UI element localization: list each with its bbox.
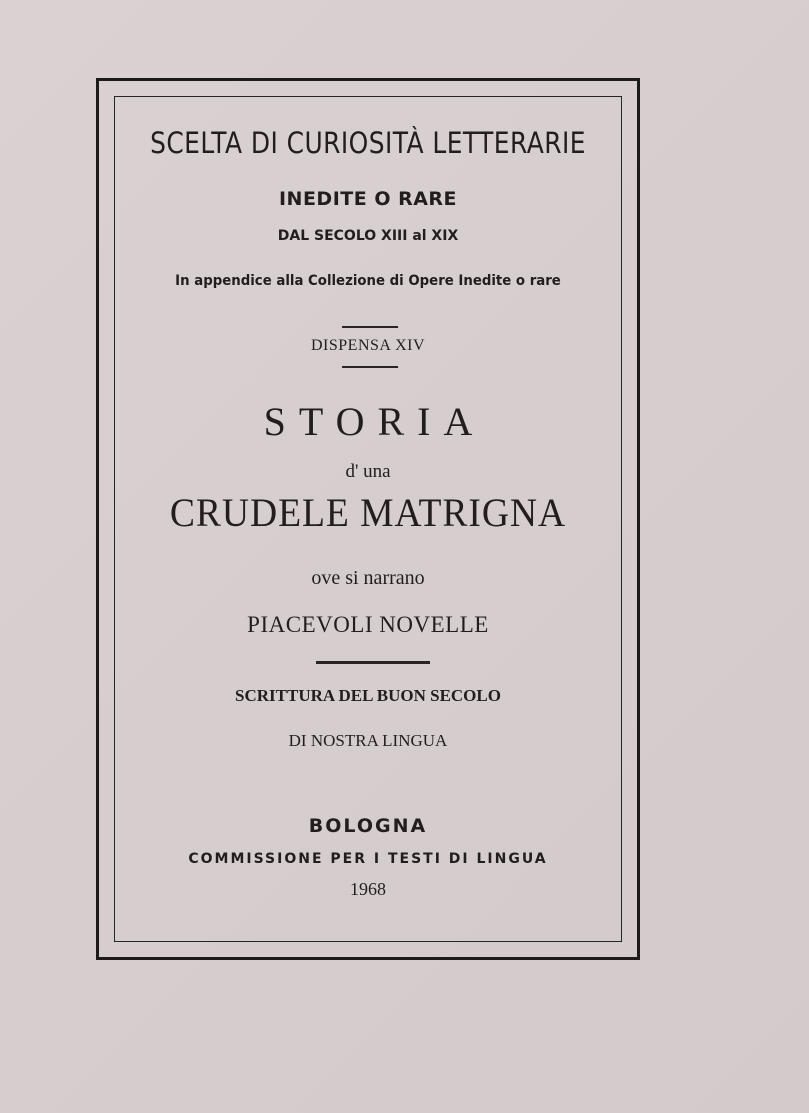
title-connector: d' una (345, 461, 391, 482)
divider-rule (316, 661, 430, 664)
series-subtitle: INEDITE O RARE (278, 188, 458, 210)
title-continuation: ove si narrano (311, 567, 425, 589)
publisher: COMMISSIONE PER I TESTI DI LINGUA (188, 851, 548, 867)
divider-rule (342, 366, 398, 368)
book-subtitle: PIACEVOLI NOVELLE (247, 612, 489, 637)
description-line-2: DI NOSTRA LINGUA (288, 731, 448, 750)
appendix-note: In appendice alla Collezione di Opere Inedite o rare (175, 273, 561, 289)
book-title-word: STORIA (263, 399, 486, 444)
publication-year: 1968 (350, 879, 386, 899)
description-line-1: SCRITTURA DEL BUON SECOLO (235, 686, 501, 705)
issue-number: DISPENSA XIV (310, 337, 425, 354)
century-range: DAL SECOLO XIII al XIX (277, 228, 459, 244)
publication-city: BOLOGNA (308, 815, 428, 837)
book-title-main: CRUDELE MATRIGNA (169, 490, 567, 535)
divider-rule (342, 326, 398, 328)
series-title: SCELTA DI CURIOSITÀ LETTERARIE (150, 126, 586, 160)
